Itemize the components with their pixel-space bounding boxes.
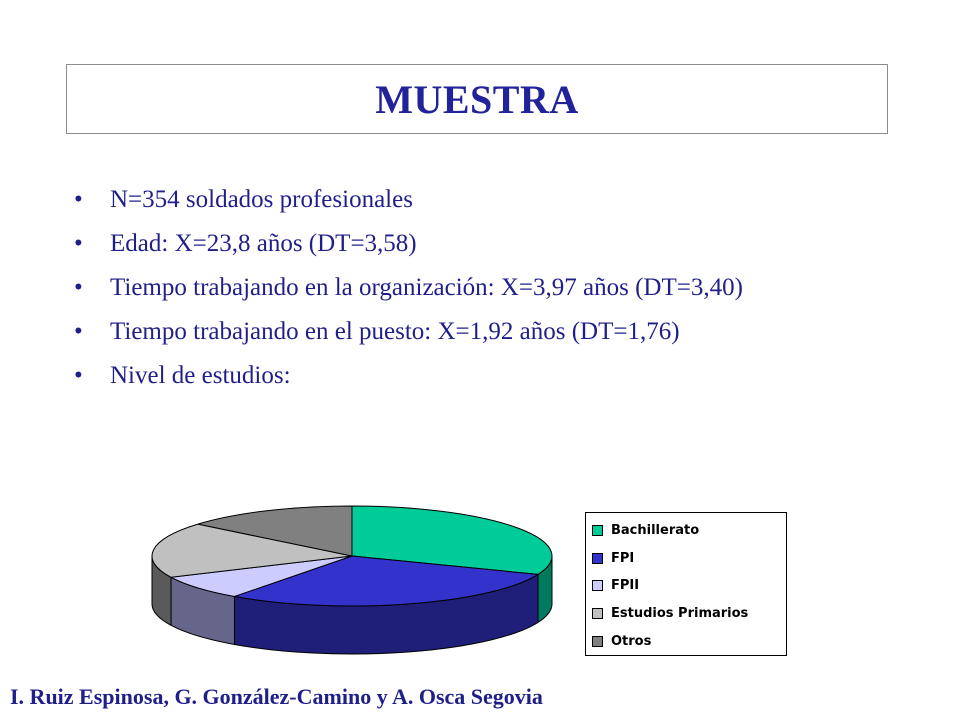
bullet-item: [74, 184, 894, 216]
bullet-list: [74, 184, 894, 404]
bullet-text: Nivel de estudios:: [110, 362, 291, 389]
bullet-item: [74, 360, 894, 392]
legend-label: Otros: [611, 633, 652, 649]
bullet-dot: •: [74, 318, 83, 345]
legend-label: FPI: [611, 550, 635, 566]
bullet-text: Edad: X=23,8 años (DT=3,58): [110, 230, 417, 257]
legend-item: [592, 572, 786, 600]
chart-legend: [585, 512, 787, 656]
legend-swatch: [592, 525, 603, 536]
footer-authors: I. Ruiz Espinosa, G. González-Camino y A. Osca Segovia: [10, 684, 543, 709]
legend-label: FPII: [611, 578, 640, 594]
bullet-dot: •: [74, 274, 83, 301]
bullet-item: [74, 228, 894, 260]
pie-chart-svg: [140, 496, 570, 666]
bullet-item: [74, 272, 894, 304]
legend-swatch: [592, 553, 603, 564]
legend-item: [592, 545, 786, 573]
bullet-text: Tiempo trabajando en el puesto: X=1,92 años (DT=1,76): [110, 318, 680, 345]
bullet-dot: •: [74, 230, 83, 257]
bullet-text: N=354 soldados profesionales: [110, 186, 413, 213]
legend-item: [592, 627, 786, 655]
title-box: [66, 64, 888, 134]
bullet-text: Tiempo trabajando en la organización: X=3,97 años (DT=3,40): [110, 274, 743, 301]
page-title: MUESTRA: [375, 76, 579, 122]
bullet-dot: •: [74, 186, 83, 213]
legend-item: [592, 517, 786, 545]
legend-swatch: [592, 580, 603, 591]
legend-swatch: [592, 608, 603, 619]
legend-label: Estudios Primarios: [611, 606, 749, 622]
pie-chart: [140, 496, 790, 666]
legend-item: [592, 600, 786, 628]
bullet-dot: •: [74, 362, 83, 389]
bullet-item: [74, 316, 894, 348]
legend-label: Bachillerato: [611, 523, 700, 539]
legend-swatch: [592, 636, 603, 647]
